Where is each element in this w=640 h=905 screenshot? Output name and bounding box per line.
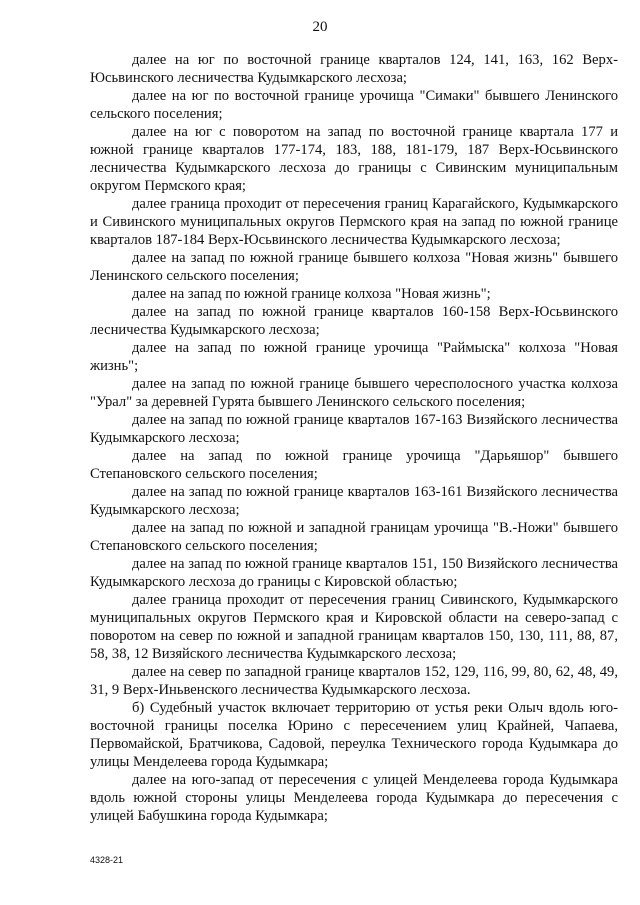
document-body xyxy=(90,51,618,825)
paragraph: далее на север по западной границе кварталов 152, 129, 116, 99, 80, 62, 48, 49, 31, 9 Верх-Иньвенского лесничества Кудымкарского лесхоза. xyxy=(90,664,618,698)
paragraph: далее граница проходит от пересечения границ Карагайского, Кудымкарского и Сивинского муниципальных округов Пермского края на запад по южной границе кварталов 187-184 Верх-Юсьвинского лесничества Кудымкарского лесхоза; xyxy=(90,196,618,248)
document-code: 4328-21 xyxy=(90,855,124,865)
paragraph: далее на запад по южной границе урочища "Дарьяшор" бывшего Степановского сельского поселения; xyxy=(90,448,618,482)
paragraph: далее на запад по южной границе урочища "Раймыска" колхоза "Новая жизнь"; xyxy=(90,340,618,374)
paragraph: далее на запад по южной границе кварталов 160-158 Верх-Юсьвинского лесничества Кудымкарского лесхоза; xyxy=(90,304,618,338)
page-number: 20 xyxy=(312,19,328,35)
paragraph: далее на запад по южной границе бывшего колхоза "Новая жизнь" бывшего Ленинского сельского поселения; xyxy=(90,250,618,284)
paragraph: далее на запад по южной границе бывшего чересполосного участка колхоза "Урал" за деревней Гурята бывшего Ленинского сельского поселения; xyxy=(90,376,618,410)
paragraph: далее граница проходит от пересечения границ Сивинского, Кудымкарского муниципальных округов Пермского края и Кировской области на северо-запад с поворотом на север по южной и западной границам кварталов 150, 130, 111, 88, 87, 58, 38, 12 Визяйского лесничества Кудымкарского лесхоза; xyxy=(90,592,618,662)
paragraph: далее на юг по восточной границе урочища "Симаки" бывшего Ленинского сельского поселения; xyxy=(90,88,618,122)
paragraph: далее на юг по восточной границе кварталов 124, 141, 163, 162 Верх-Юсьвинского лесничества Кудымкарского лесхоза; xyxy=(90,52,618,86)
paragraph: далее на запад по южной границе кварталов 167-163 Визяйского лесничества Кудымкарского лесхоза; xyxy=(90,412,618,446)
paragraph: далее на юг с поворотом на запад по восточной границе квартала 177 и южной границе кварталов 177-174, 183, 188, 181-179, 187 Верх-Юсьвинского лесничества Кудымкарского лесхоза до границы с Сивинским муниципальным округом Пермского края; xyxy=(90,124,618,194)
paragraph: далее на запад по южной границе колхоза "Новая жизнь"; xyxy=(132,286,491,302)
paragraph: далее на юго-запад от пересечения с улицей Менделеева города Кудымкара вдоль южной стороны улицы Менделеева города Кудымкара до пересечения с улицей Бабушкина города Кудымкара; xyxy=(90,772,618,824)
paragraph: далее на запад по южной границе кварталов 163-161 Визяйского лесничества Кудымкарского лесхоза; xyxy=(90,484,618,518)
paragraph: б) Судебный участок включает территорию от устья реки Олыч вдоль юго-восточной границы поселка Юрино с пересечением улиц Крайней, Чапаева, Первомайской, Братчикова, Садовой, переулка Технического города Кудымкара до улицы Менделеева города Кудымкара; xyxy=(90,700,618,770)
paragraph: далее на запад по южной и западной границам урочища "В.-Ножи" бывшего Степановского сельского поселения; xyxy=(90,520,618,554)
paragraph: далее на запад по южной границе кварталов 151, 150 Визяйского лесничества Кудымкарского лесхоза до границы с Кировской областью; xyxy=(90,556,618,590)
